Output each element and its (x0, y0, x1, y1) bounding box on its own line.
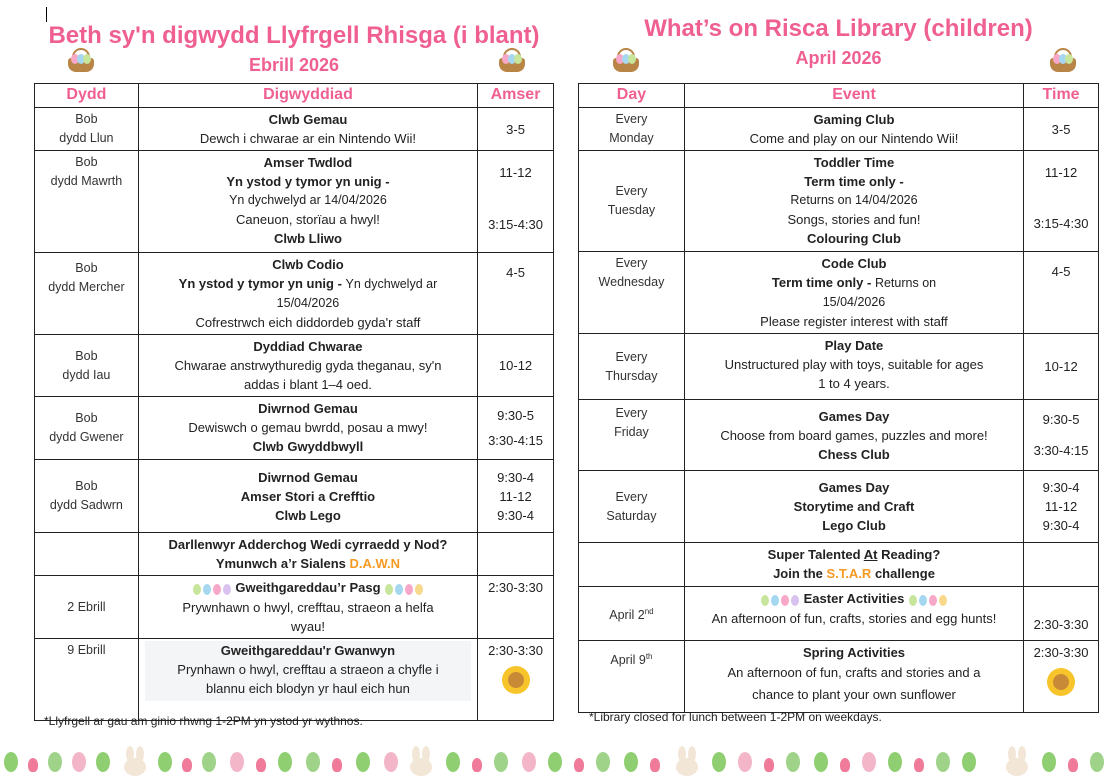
event-desc: An afternoon of fun, crafts, stories and egg hunts! (711, 611, 997, 627)
time-label: 9:30-4 (497, 469, 534, 485)
event-desc: Yn ystod y tymor yn unig - (226, 174, 390, 189)
bunny-icon (408, 746, 434, 776)
egg-icon (522, 752, 536, 772)
sunflower-icon (502, 666, 530, 694)
day-label: Thursday (605, 368, 658, 383)
header-day: Day (579, 84, 685, 108)
day-label: Friday (614, 425, 649, 439)
time-label: 3:15-4:30 (488, 217, 543, 232)
header-day: Dydd (35, 84, 139, 108)
tulip-icon (1068, 758, 1078, 772)
day-label: 9 Ebrill (67, 643, 106, 658)
event-title: Spring Activities (802, 645, 906, 660)
egg-icon (1042, 752, 1056, 772)
event-desc: Yn ystod y tymor yn unig - (178, 276, 342, 291)
event-desc: Cofrestrwch eich diddordeb gyda'r staff (195, 315, 421, 330)
day-label: Wednesday (598, 275, 665, 289)
bunny-icon (674, 746, 700, 776)
event-title: Amser Stori a Crefftio (240, 488, 376, 504)
event-title: Clwb Gwyddbwyll (252, 439, 364, 454)
day-label: Bob (75, 348, 98, 363)
easter-eggs-icon (384, 579, 424, 598)
day-suffix: th (645, 652, 653, 661)
time-label: 10-12 (498, 358, 533, 373)
time-label: 9:30-4 (497, 507, 534, 523)
table-row (579, 471, 1099, 543)
time-label: 9:30-5 (1042, 412, 1080, 427)
egg-icon (548, 752, 562, 772)
day-label: Every (615, 256, 648, 270)
table-row (579, 252, 1099, 334)
event-title: Diwrnod Gemau (258, 401, 358, 416)
event-title: Gweithgareddau'r Gwanwyn (220, 643, 396, 659)
time-label: 10-12 (1044, 359, 1078, 374)
day-label: Tuesday (607, 203, 656, 217)
event-title: Storytime and Craft (793, 499, 915, 514)
event-title: Play Date (824, 338, 884, 353)
event-title: Toddler Time (813, 155, 895, 170)
tulip-icon (332, 758, 342, 772)
challenge-name: D.A.W.N (349, 556, 401, 571)
egg-icon (936, 752, 950, 772)
challenge-text: At (863, 547, 878, 562)
time-label: 3-5 (506, 121, 525, 137)
time-label: 3:30-4:15 (488, 433, 543, 448)
table-row (35, 460, 554, 533)
egg-icon (384, 752, 398, 772)
time-label: 2:30-3:30 (1033, 617, 1089, 632)
event-desc: 15/04/2026 (822, 295, 886, 309)
event-desc: Choose from board games, puzzles and more! (720, 427, 988, 443)
tulip-icon (28, 758, 38, 772)
day-label: Every (615, 406, 648, 420)
egg-icon (202, 752, 216, 772)
egg-icon (230, 752, 244, 772)
table-row (35, 253, 554, 335)
event-title: Amser Twdlod (263, 155, 353, 170)
event-desc: Returns on 14/04/2026 (790, 193, 918, 207)
day-label: Every (615, 184, 648, 198)
time-label: 9:30-5 (497, 408, 534, 423)
event-desc: Please register interest with staff (760, 314, 948, 329)
egg-icon (862, 752, 876, 772)
easter-border (0, 726, 1117, 776)
tulip-icon (764, 758, 774, 772)
event-desc: An afternoon of fun, crafts and stories and a (727, 665, 981, 680)
day-label: Bob (75, 112, 98, 126)
table-row (35, 576, 554, 639)
table-row (579, 108, 1099, 151)
egg-icon (48, 752, 62, 772)
event-desc: Dewiswch o gemau bwrdd, posau a mwy! (188, 420, 428, 435)
english-section (578, 0, 1099, 69)
time-label: 3:15-4:30 (1033, 216, 1089, 231)
egg-icon (596, 752, 610, 772)
event-title: Diwrnod Gemau (258, 469, 358, 485)
challenge-text: Reading? (881, 547, 941, 562)
day-label: Monday (609, 131, 654, 145)
table-row (35, 397, 554, 460)
table-row (35, 335, 554, 397)
sunflower-icon (1047, 668, 1075, 696)
event-desc: wyau! (290, 619, 325, 635)
time-label: 2:30-3:30 (488, 643, 543, 659)
table-row (579, 151, 1099, 252)
egg-icon (814, 752, 828, 772)
egg-icon (72, 752, 86, 772)
table-row (579, 641, 1099, 713)
header-event: Digwyddiad (138, 84, 477, 108)
egg-icon (356, 752, 370, 772)
event-title: Gweithgareddau’r Pasg (235, 580, 381, 595)
time-label: 11-12 (1044, 165, 1078, 180)
event-desc: Songs, stories and fun! (787, 212, 921, 227)
egg-icon (712, 752, 726, 772)
event-title: Lego Club (822, 518, 886, 533)
event-title: Games Day (818, 408, 890, 424)
time-label: 3:30-4:15 (1033, 443, 1089, 458)
tulip-icon (472, 758, 482, 772)
event-title: Clwb Gemau (268, 112, 348, 127)
time-label: 2:30-3:30 (488, 580, 543, 595)
event-desc: chance to plant your own sunflower (752, 687, 956, 702)
day-label: Every (615, 489, 648, 504)
english-title: What’s on Risca Library (children) (644, 15, 1033, 42)
event-desc: addas i blant 1–4 oed. (243, 377, 372, 392)
egg-icon (446, 752, 460, 772)
egg-icon (962, 752, 976, 772)
table-row (579, 334, 1099, 400)
day-label: dydd Mawrth (50, 174, 123, 188)
easter-eggs-icon (192, 579, 232, 598)
event-title: Dyddiad Chwarae (253, 339, 363, 354)
egg-icon (624, 752, 638, 772)
event-title: Chess Club (818, 446, 890, 462)
day-label: 2 Ebrill (67, 599, 106, 614)
day-label: dydd Gwener (49, 430, 124, 444)
egg-icon (158, 752, 172, 772)
egg-icon (888, 752, 902, 772)
header-time: Amser (478, 84, 554, 108)
bunny-icon (1004, 746, 1030, 776)
header-event: Event (684, 84, 1023, 108)
day-label: Bob (75, 155, 98, 169)
event-desc: Term time only - (771, 275, 872, 290)
event-desc: blannu eich blodyn yr haul eich hun (206, 681, 410, 697)
egg-icon (306, 752, 320, 772)
event-desc: Caneuon, storïau a hwyl! (236, 212, 380, 227)
egg-icon (1090, 752, 1104, 772)
table-row (579, 543, 1099, 587)
easter-basket-icon (66, 48, 96, 74)
event-desc: Dewch i chwarae ar ein Nintendo Wii! (199, 131, 416, 146)
table-row (35, 639, 554, 721)
day-label: Bob (75, 479, 98, 493)
bunny-icon (122, 746, 148, 776)
event-desc: Prywnhawn o hwyl, crefftau, straeon a helfa (182, 600, 434, 616)
easter-eggs-icon (760, 590, 800, 609)
table-row (579, 587, 1099, 641)
event-desc: 1 to 4 years. (818, 376, 890, 391)
english-subtitle: April 2026 (795, 48, 882, 68)
event-desc: Chwarae anstrwythuredig gyda theganau, sy'n (174, 358, 442, 373)
day-label: Bob (75, 261, 98, 275)
easter-basket-icon (1048, 48, 1078, 74)
time-label: 9:30-4 (1042, 480, 1080, 495)
event-desc: Yn dychwelyd ar (345, 277, 438, 291)
egg-icon (786, 752, 800, 772)
day-label: dydd Sadwrn (49, 498, 123, 512)
event-title: Clwb Codio (272, 257, 344, 272)
table-row (35, 151, 554, 253)
egg-icon (738, 752, 752, 772)
event-title: Clwb Lliwo (274, 231, 342, 246)
tulip-icon (574, 758, 584, 772)
day-label: Bob (75, 411, 98, 425)
tulip-icon (256, 758, 266, 772)
event-title: Code Club (821, 256, 887, 271)
egg-icon (278, 752, 292, 772)
welsh-subtitle: Ebrill 2026 (248, 55, 340, 75)
challenge-text: challenge (874, 566, 935, 581)
day-label: April 9 (610, 653, 646, 668)
event-title: Games Day (818, 480, 890, 495)
day-label: Saturday (606, 508, 657, 523)
challenge-text: Ymunwch a’r Sialens (215, 556, 346, 571)
time-label: 2:30-3:30 (1033, 645, 1089, 660)
day-label: dydd Mercher (48, 280, 125, 294)
time-label: 11-12 (499, 488, 532, 504)
table-row (35, 533, 554, 576)
day-label: Every (615, 349, 648, 364)
easter-basket-icon (611, 48, 641, 74)
event-title: Colouring Club (807, 231, 901, 246)
challenge-text: Join the (773, 566, 823, 581)
event-desc: Prynhawn o hwyl, crefftau a straeon a chyfle i (177, 662, 439, 678)
challenge-text: Super Talented (767, 547, 861, 562)
time-label: 3-5 (1051, 121, 1071, 137)
english-footnote: *Library closed for lunch between 1-2PM on weekdays. (589, 710, 882, 724)
day-label: April 2 (609, 608, 645, 623)
egg-icon (4, 752, 18, 772)
time-label: 4-5 (506, 265, 525, 280)
english-schedule-table (578, 83, 1099, 713)
egg-icon (494, 752, 508, 772)
welsh-footnote: *Llyfrgell ar gau am ginio rhwng 1-2PM yn ystod yr wythnos. (44, 714, 363, 728)
event-title: Gaming Club (813, 112, 895, 127)
egg-icon (96, 752, 110, 772)
tulip-icon (914, 758, 924, 772)
event-desc: Yn dychwelyd ar 14/04/2026 (229, 193, 387, 207)
event-desc: Returns on (874, 276, 937, 290)
tulip-icon (182, 758, 192, 772)
time-label: 11-12 (1044, 499, 1078, 514)
time-label: 9:30-4 (1042, 518, 1080, 533)
day-suffix: nd (644, 606, 654, 616)
time-label: 11-12 (499, 165, 532, 180)
header-time: Time (1024, 84, 1099, 108)
event-title: Easter Activities (803, 591, 905, 606)
event-desc: Come and play on our Nintendo Wii! (749, 131, 959, 146)
event-title: Clwb Lego (275, 507, 341, 523)
tulip-icon (840, 758, 850, 772)
welsh-title: Beth sy'n digwydd Llyfrgell Rhisga (i blant) (48, 22, 540, 49)
challenge-name: S.T.A.R (826, 566, 872, 581)
tulip-icon (650, 758, 660, 772)
welsh-schedule-table (34, 83, 554, 721)
day-label: dydd Llun (59, 131, 114, 145)
easter-basket-icon (497, 48, 527, 74)
challenge-text: Darllenwyr Adderchog Wedi cyrraedd y Nod? (168, 537, 448, 552)
event-desc: Term time only - (804, 174, 904, 189)
event-desc: Unstructured play with toys, suitable for ages (724, 357, 984, 372)
day-label: dydd Iau (62, 367, 111, 382)
welsh-section (34, 0, 554, 76)
day-label: Every (615, 112, 648, 126)
event-desc: 15/04/2026 (276, 296, 340, 310)
easter-eggs-icon (908, 590, 948, 609)
table-row (35, 108, 554, 151)
table-row (579, 400, 1099, 471)
time-label: 4-5 (1051, 264, 1071, 279)
